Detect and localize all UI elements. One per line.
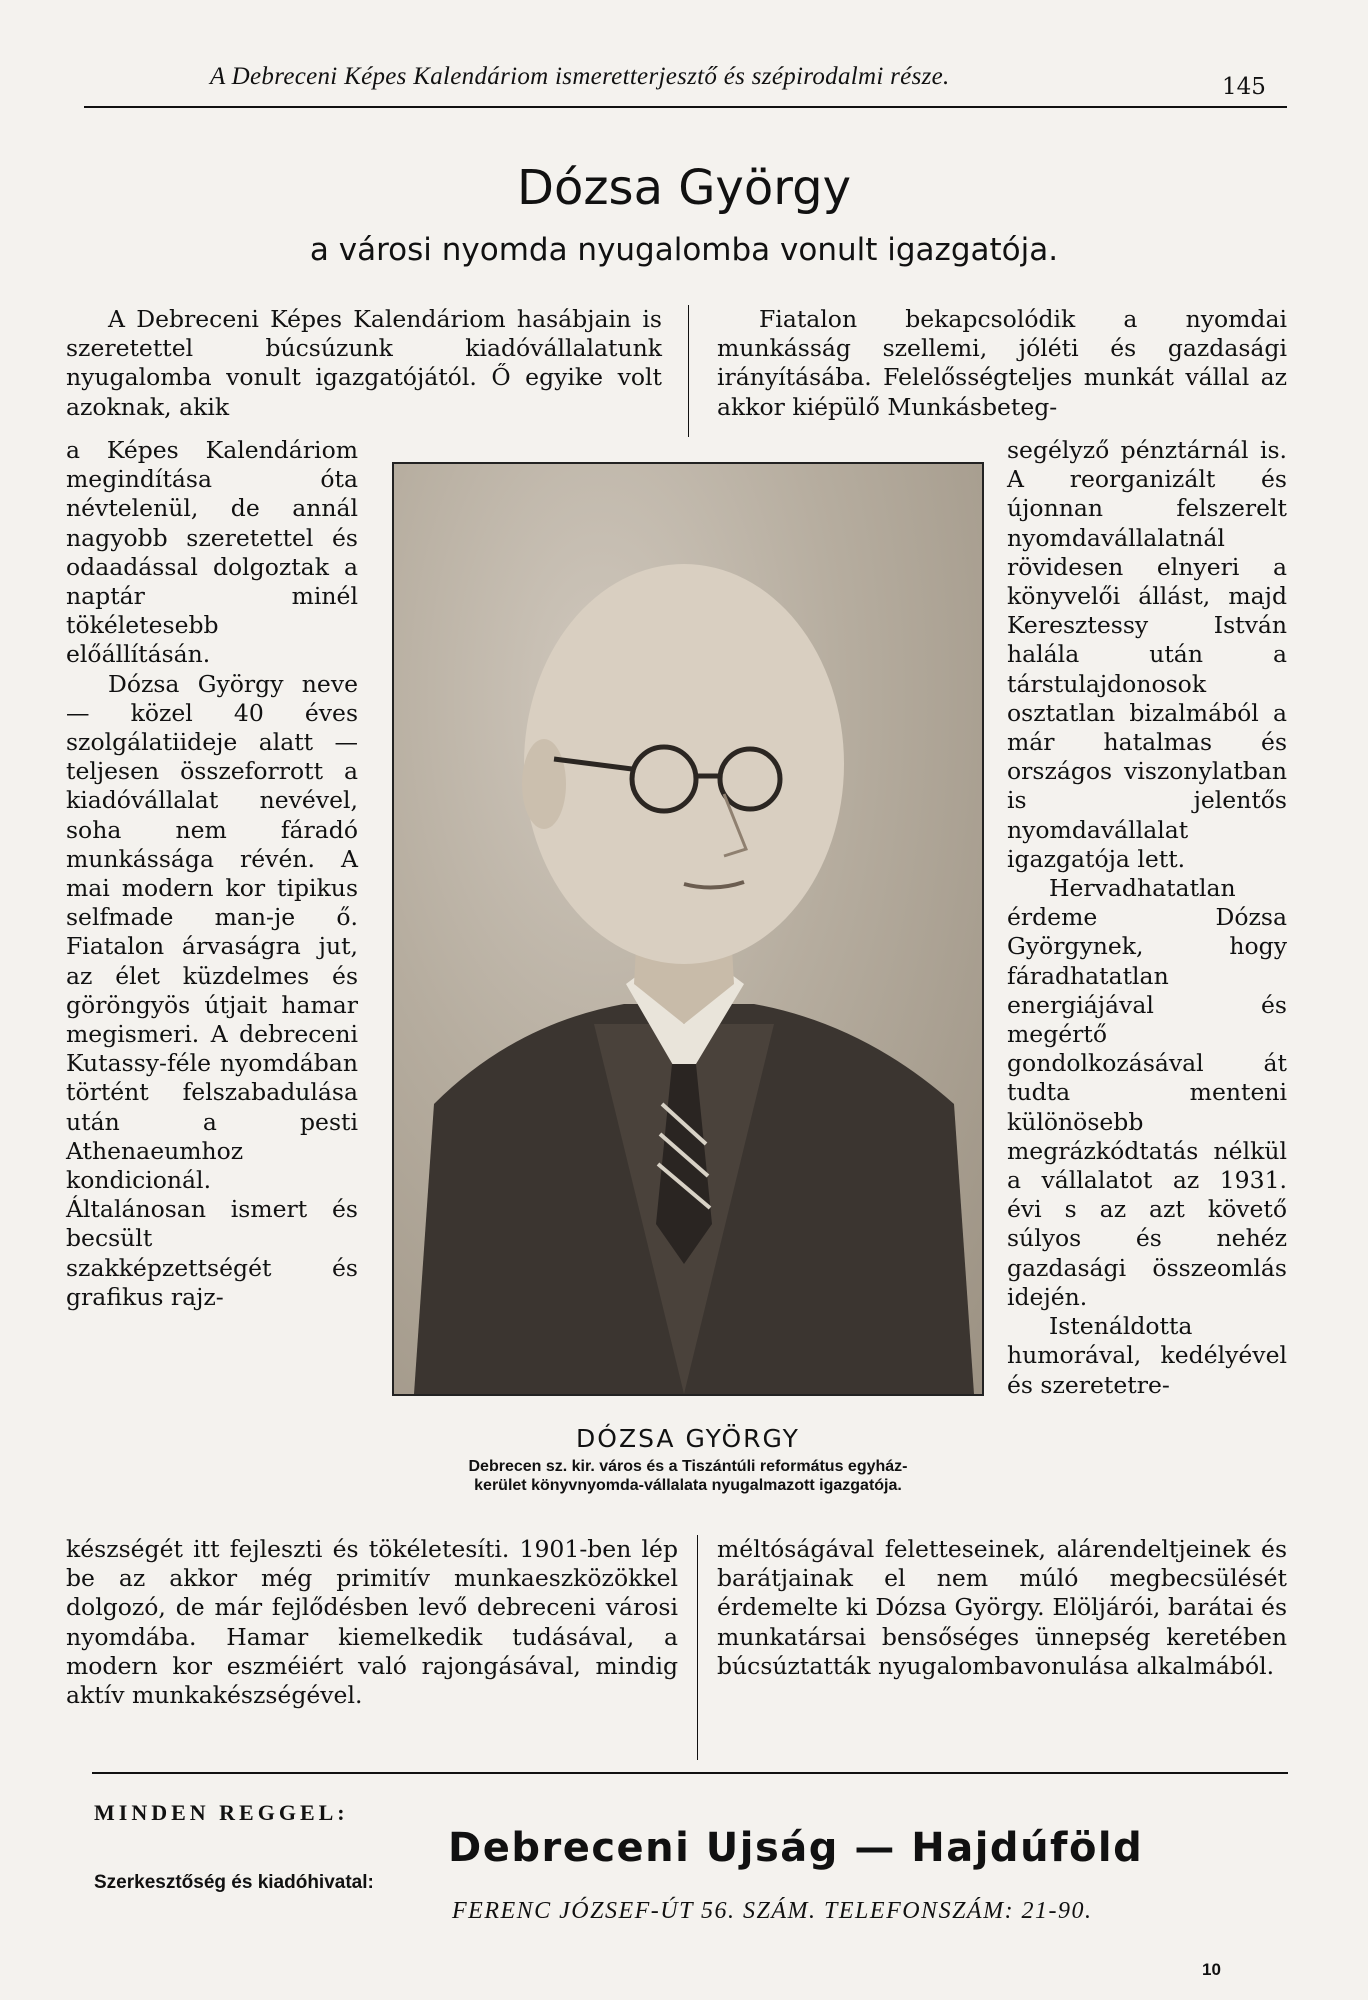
footer-address: FERENC JÓZSEF-ÚT 56. SZÁM. TELEFONSZÁM: 21-90. xyxy=(452,1898,1093,1924)
portrait-illustration xyxy=(394,464,982,1394)
left-column-wrap xyxy=(66,436,358,1312)
right-column-paragraph-1-cont: segélyző pénztárnál is. A reorganizált és újonnan felszerelt nyomdavállalatnál rövidesen elnyeri a könyvelői állást, majd Keresztessy István halála után a társtulajdonosok osztatlan bizalmából a már hatalmas és országos viszonylatban is jelentős nyomdavállalat igazgatója lett. xyxy=(1007,436,1287,873)
portrait-photo xyxy=(392,462,984,1396)
footer-office: Szerkesztőség és kiadóhivatal: xyxy=(94,1872,374,1893)
column-divider-top xyxy=(688,305,689,437)
footer-label: MINDEN REGGEL: xyxy=(94,1800,349,1825)
photo-caption-name: DÓZSA GYÖRGY xyxy=(576,1424,800,1453)
print-mark: 10 xyxy=(1202,1960,1221,1979)
right-column-paragraph-1: Fiatalon bekapcsolódik a nyomdai munkásság szellemi, jóléti és gazdasági irányításába. Felelősségteljes munkát vállal az akkor kiépülő Munkásbeteg- xyxy=(717,305,1287,421)
left-column-paragraph-3: készségét itt fejleszti és tökéletesíti. 1901-ben lép be az akkor még primitív munkaeszközökkel dolgozó, de már fejlődésben levő debreceni városi nyomdába. Hamar kiemelkedik tudásával, a modern kor eszméiért való rajongásával, mindig aktív munkakészségével. xyxy=(66,1535,678,1710)
photo-caption-line-1: Debrecen sz. kir. város és a Tiszántúli református egyház- xyxy=(468,1458,908,1475)
article-subtitle: a városi nyomda nyugalomba vonult igazgatója. xyxy=(309,232,1059,268)
header-rule xyxy=(84,106,1287,108)
left-column-paragraph-2: Dózsa György neve — közel 40 éves szolgálatiideje alatt — teljesen összeforrott a kiadóvállalat nevével, soha nem fáradó munkássága révén. A mai modern kor tipikus selfmade man-je ő. Fiatalon árvaságra jut, az élet küzdelmes és göröngyös útjait hamar megismeri. A debreceni Kutassy-féle nyomdában történt felszabadulása után a pesti Athenaeumhoz kondicionál. Általánosan ismert és becsült szakképzettségét és grafikus rajz- xyxy=(66,669,358,1311)
right-column-wrap xyxy=(1007,436,1287,1400)
right-column-paragraph-2: Hervadhatatlan érdeme Dózsa Györgynek, hogy fáradhatatlan energiájával és megértő gondolkozásával át tudta menteni különösebb megrázkódtatás nélkül a vállalatot az 1931. évi s az azt követő súlyos és nehéz gazdasági összeomlás idején. xyxy=(1007,874,1287,1311)
right-column-paragraph-4: méltóságával feletteseinek, alárendeltjeinek és barátjainak el nem múló megbecsülését érdemelte ki Dózsa György. Elöljárói, barátai és munkatársai bensőséges ünnepség keretében búcsúztatták nyugalombavonulása alkalmából. xyxy=(717,1535,1287,1680)
article-title: Dózsa György xyxy=(517,160,851,216)
column-divider-bottom xyxy=(697,1535,698,1760)
right-column-paragraph-3: Istenáldotta humorával, kedélyével és szeretetre- xyxy=(1007,1312,1287,1399)
running-header: A Debreceni Képes Kalendáriom ismeretterjesztő és szépirodalmi része. xyxy=(210,63,950,90)
left-column-paragraph-1: A Debreceni Képes Kalendáriom hasábjain is szeretettel búcsúzunk kiadóvállalatunk nyugalomba vonult igazgatójától. Ő egyike volt azoknak, akik xyxy=(66,305,662,421)
left-column-paragraph-1-cont: a Képes Kalendáriom megindítása óta névtelenül, de annál nagyobb szeretettel és odaadással dolgoztak a naptár minél tökéletesebb előállításán. xyxy=(66,436,358,669)
footer-rule xyxy=(92,1772,1288,1774)
newspaper-brand: Debreceni Ujság — Hajdúföld xyxy=(448,1825,1144,1871)
page-number: 145 xyxy=(1222,74,1266,100)
photo-caption-line-2: kerület könyvnyomda-vállalata nyugalmazott igazgatója. xyxy=(474,1477,902,1494)
